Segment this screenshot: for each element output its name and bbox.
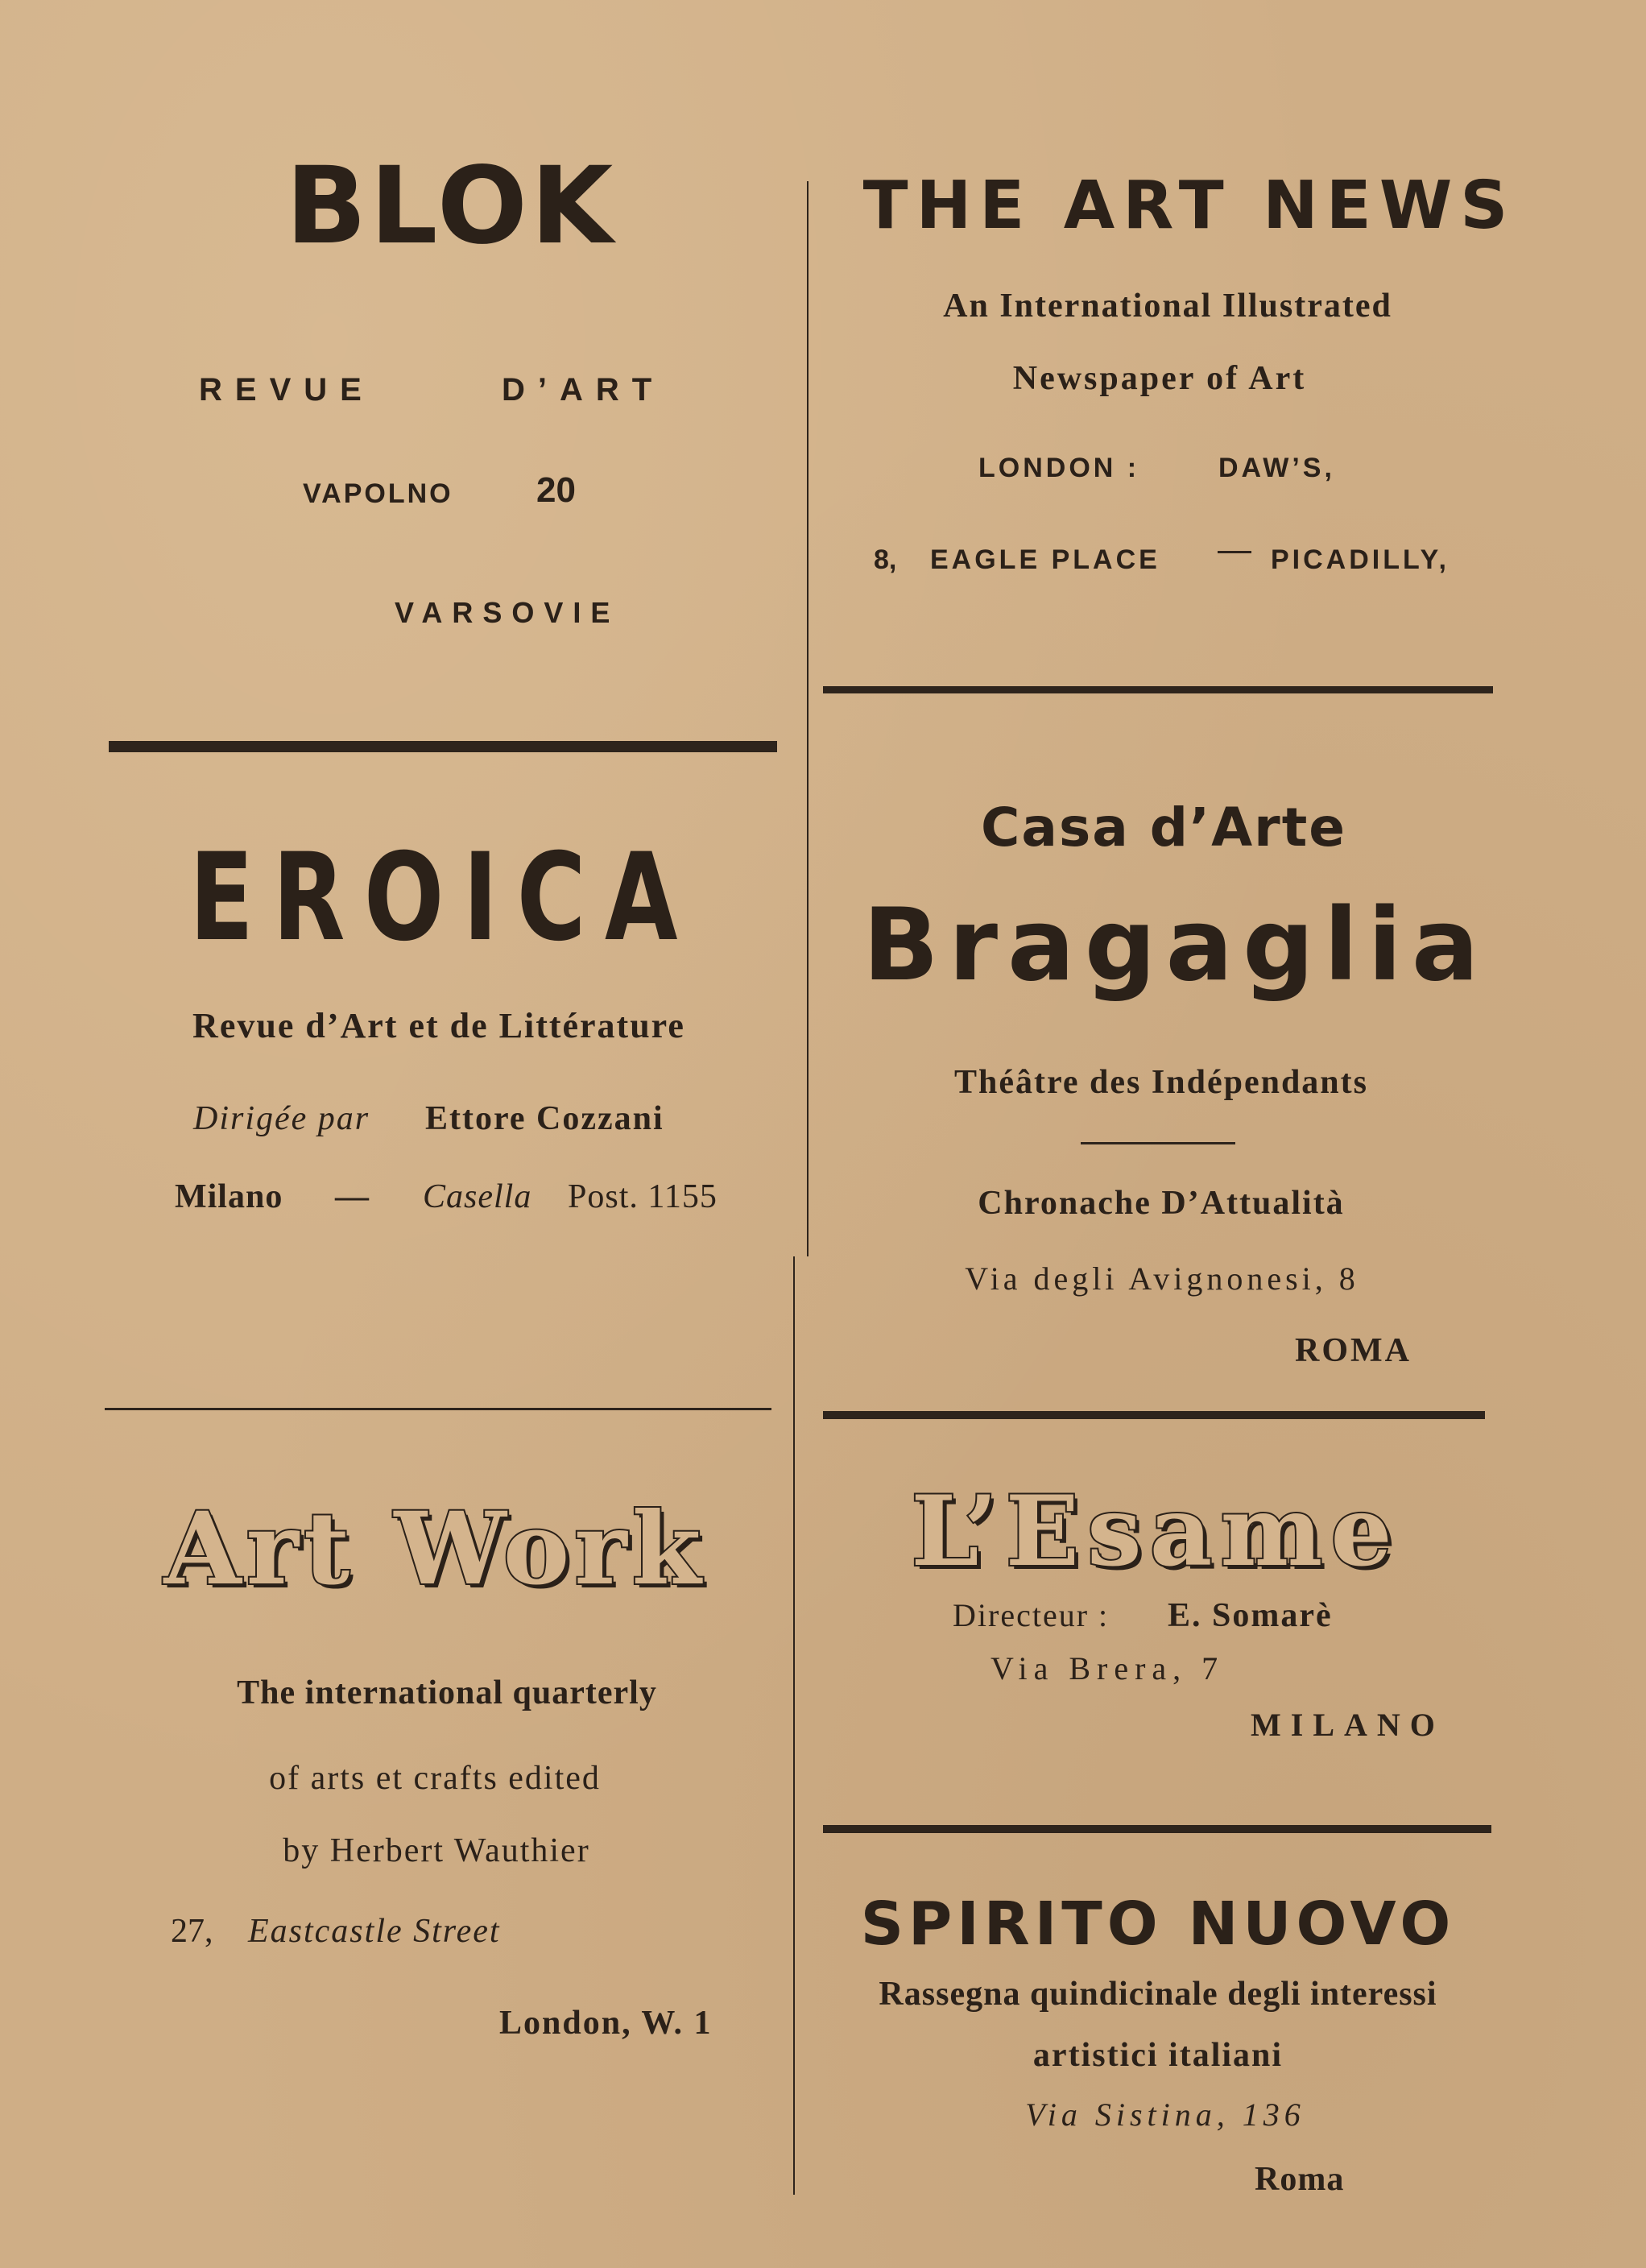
bragaglia-theatre: Théâtre des Indépendants: [954, 1064, 1368, 1101]
eroica-box-number: Post. 1155: [568, 1178, 718, 1215]
eroica-directed-label: Dirigée par: [193, 1100, 370, 1137]
esame-street: Via Brera, 7: [990, 1650, 1225, 1687]
art-news-city: LONDON :: [978, 453, 1140, 483]
blok-subtitle-left: REVUE: [199, 372, 374, 408]
blok-subtitle-right: D’ART: [502, 372, 665, 408]
art-work-city: London, W. 1: [499, 2005, 713, 2042]
art-news-line1: An International Illustrated: [943, 288, 1392, 325]
bragaglia-title: Bragaglia: [862, 888, 1489, 1004]
art-news-agent: DAW’S,: [1218, 453, 1335, 483]
art-news-address-place: EAGLE PLACE: [930, 544, 1160, 575]
divider-eroica: [105, 1408, 771, 1410]
art-work-street: Eastcastle Street: [248, 1913, 501, 1950]
art-work-line3: by Herbert Wauthier: [283, 1832, 590, 1869]
eroica-director: Ettore Cozzani: [425, 1100, 664, 1137]
esame-city: MILANO: [1251, 1707, 1445, 1743]
divider-art-news: [823, 686, 1493, 693]
column-divider-lower: [793, 1256, 795, 2195]
bragaglia-short-rule: [1081, 1142, 1235, 1144]
eroica-city: Milano: [175, 1178, 283, 1215]
art-news-address-number: 8,: [874, 544, 897, 575]
blok-street: VAPOLNO: [303, 478, 453, 509]
spirito-line2: artistici italiani: [1032, 2037, 1284, 2074]
blok-number: 20: [536, 470, 576, 510]
esame-director-label: Directeur :: [953, 1597, 1110, 1633]
column-divider-upper: [807, 181, 809, 1256]
art-news-title: THE ART NEWS: [862, 168, 1516, 244]
eroica-dash: —: [335, 1178, 369, 1215]
spirito-street: Via Sistina, 136: [1025, 2096, 1305, 2133]
eroica-box-label: Casella: [423, 1178, 532, 1215]
esame-title: L’Esame: [911, 1475, 1400, 1588]
spirito-city: Roma: [1255, 2161, 1345, 2198]
blok-title: BLOK: [285, 144, 617, 268]
bragaglia-chronicle: Chronache D’Attualità: [978, 1185, 1345, 1222]
art-news-line2: Newspaper of Art: [1012, 360, 1307, 397]
eroica-subtitle: Revue d’Art et de Littérature: [192, 1006, 685, 1045]
divider-esame: [823, 1825, 1491, 1833]
art-work-line2: of arts et crafts edited: [269, 1760, 601, 1797]
divider-bragaglia: [823, 1411, 1485, 1419]
art-work-line1: The international quarterly: [237, 1674, 657, 1711]
bragaglia-pretitle: Casa d’Arte: [980, 797, 1347, 859]
bragaglia-street: Via degli Avignonesi, 8: [965, 1260, 1359, 1297]
blok-city: VARSOVIE: [395, 596, 620, 629]
art-work-street-number: 27,: [171, 1913, 213, 1950]
divider-blok: [109, 741, 777, 752]
art-work-title: Art Work: [163, 1491, 706, 1608]
bragaglia-city: ROMA: [1295, 1332, 1412, 1369]
spirito-line1: Rassegna quindicinale degli interessi: [879, 1976, 1437, 2013]
eroica-title: EROICA: [189, 828, 697, 968]
esame-director: E. Somarè: [1168, 1597, 1333, 1634]
art-news-dash: [1218, 551, 1251, 553]
art-news-address-area: PICADILLY,: [1271, 544, 1450, 575]
spirito-title: SPIRITO NUOVO: [860, 1889, 1456, 1959]
